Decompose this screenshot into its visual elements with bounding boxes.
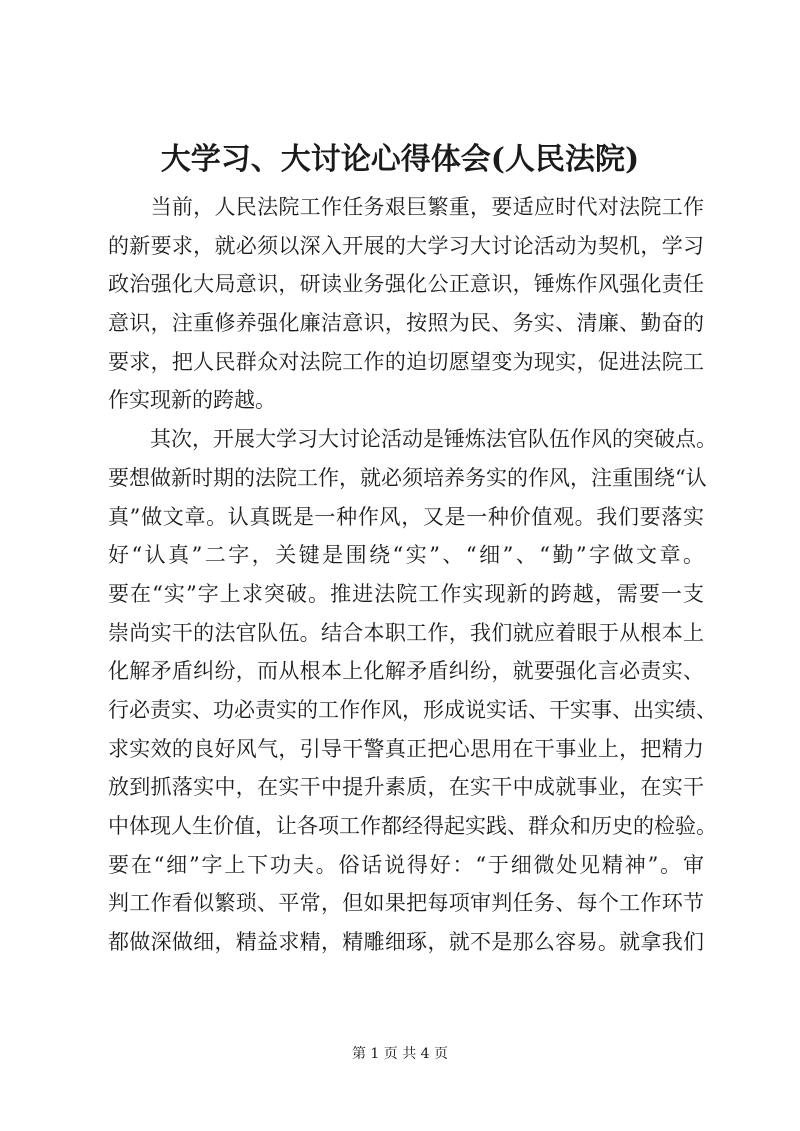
body-line: 放到抓落实中，在实干中提升素质，在实干中成就事业，在实干	[108, 775, 704, 800]
body-line: 好“认真”二字，关键是围绕“实”、“细”、“勤”字做文章。	[108, 543, 704, 568]
body-line: 化解矛盾纠纷，而从根本上化解矛盾纠纷，就要强化言必责实、	[108, 659, 704, 684]
body-line: 都做深做细，精益求精，精雕细琢，就不是那么容易。就拿我们	[108, 930, 704, 955]
document-body	[108, 188, 717, 962]
body-line: 要在“细”字上下功夫。俗话说得好：“于细微处见精神”。审	[108, 852, 704, 877]
body-line: 当前，人民法院工作任务艰巨繁重，要适应时代对法院工作	[108, 195, 704, 219]
body-line: 行必责实、功必责实的工作作风，形成说实话、干实事、出实绩、	[108, 697, 717, 722]
body-line: 政治强化大局意识，研读业务强化公正意识，锤炼作风强化责任	[108, 272, 704, 297]
body-line: 真”做文章。认真既是一种作风，又是一种价值观。我们要落实	[108, 504, 704, 529]
document-title: 大学习、大讨论心得体会(人民法院)	[160, 142, 640, 177]
body-line: 判工作看似繁琐、平常，但如果把每项审判任务、每个工作环节	[108, 891, 704, 916]
body-line: 要求，把人民群众对法院工作的迫切愿望变为现实，促进法院工	[108, 349, 704, 374]
body-line: 要在“实”字上求突破。推进法院工作实现新的跨越，需要一支	[108, 581, 704, 606]
body-line: 要想做新时期的法院工作，就必须培养务实的作风，注重围绕“认	[108, 465, 707, 490]
page-footer: 第 1 页 共 4 页	[351, 1046, 449, 1062]
body-line: 意识，注重修养强化廉洁意识，按照为民、务实、清廉、勤奋的	[108, 311, 704, 336]
body-line: 崇尚实干的法官队伍。结合本职工作，我们就应着眼于从根本上	[108, 620, 704, 645]
body-line: 其次，开展大学习大讨论活动是锤炼法官队伍作风的突破点。	[108, 427, 717, 452]
body-line: 求实效的良好风气，引导干警真正把心思用在干事业上，把精力	[108, 736, 704, 761]
body-line: 的新要求，就必须以深入开展的大学习大讨论活动为契机，学习	[108, 233, 704, 258]
body-line: 作实现新的跨越。	[108, 388, 276, 413]
body-line: 中体现人生价值，让各项工作都经得起实践、群众和历史的检验。	[108, 814, 717, 838]
